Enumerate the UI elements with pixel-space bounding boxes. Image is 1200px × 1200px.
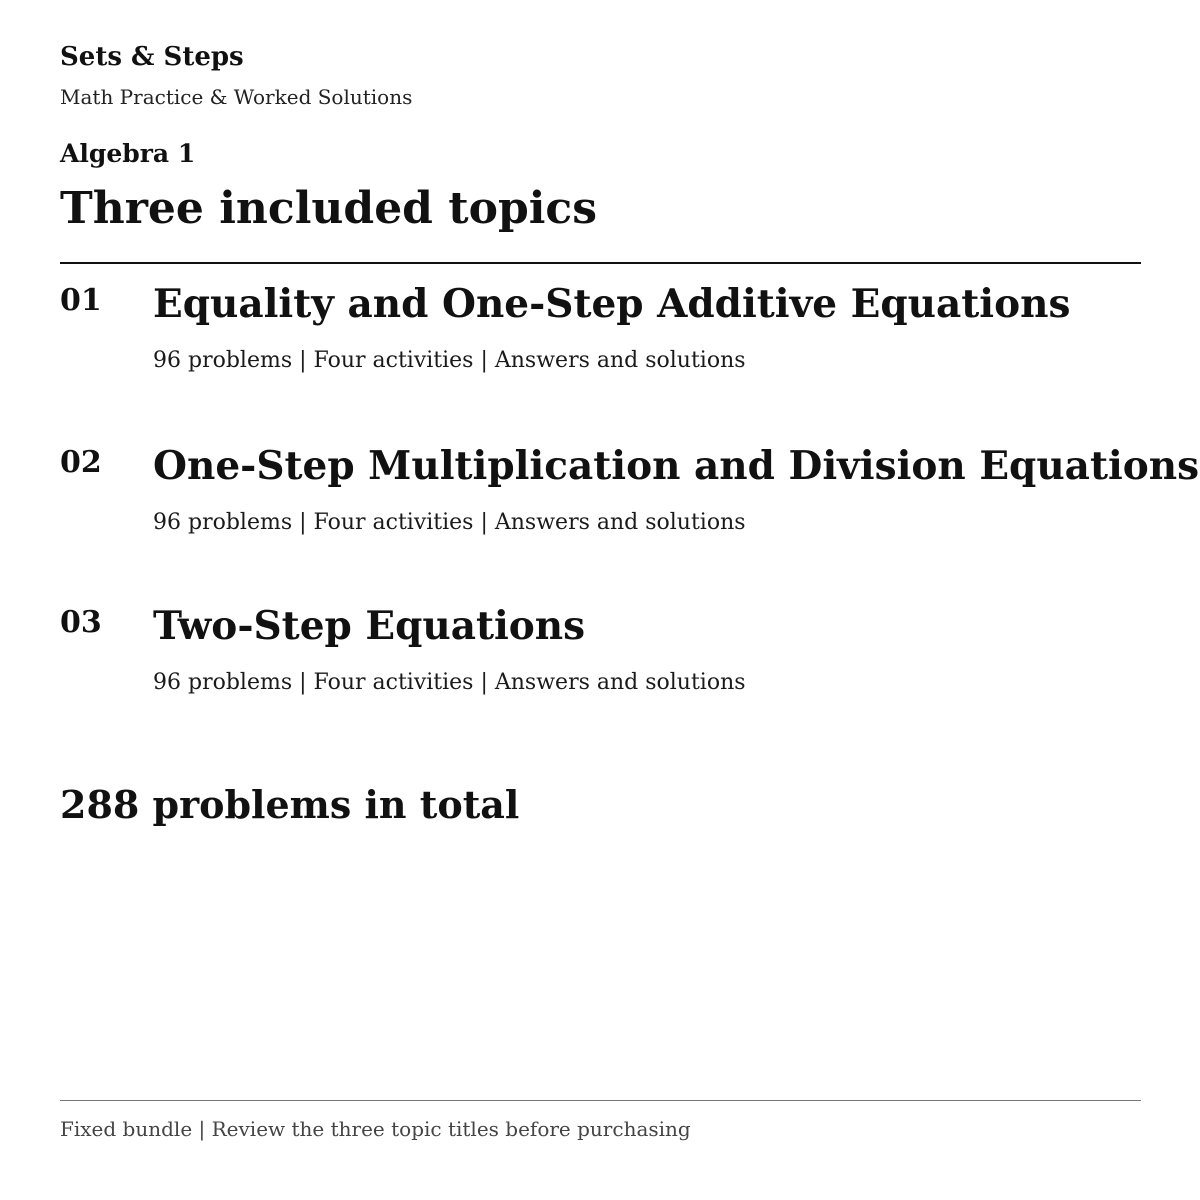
topic-title: One-Step Multiplication and Division Equations bbox=[153, 443, 1200, 489]
topic-item bbox=[60, 280, 1141, 420]
footer-note: Fixed bundle | Review the three topic titles before purchasing bbox=[60, 1117, 691, 1141]
topic-meta: 96 problems | Four activities | Answers and solutions bbox=[153, 670, 746, 695]
brand-name: Sets & Steps bbox=[60, 42, 244, 72]
footer-divider bbox=[60, 1100, 1141, 1101]
problem-total: 288 problems in total bbox=[60, 782, 520, 827]
top-divider bbox=[60, 262, 1141, 264]
topic-meta: 96 problems | Four activities | Answers and solutions bbox=[153, 510, 746, 535]
page-title: Three included topics bbox=[60, 183, 597, 234]
brand-tagline: Math Practice & Worked Solutions bbox=[60, 85, 413, 109]
topic-item bbox=[60, 442, 1200, 582]
course-label: Algebra 1 bbox=[60, 139, 196, 168]
topic-number: 02 bbox=[60, 445, 102, 480]
topic-number: 03 bbox=[60, 605, 102, 640]
topic-meta: 96 problems | Four activities | Answers and solutions bbox=[153, 348, 746, 373]
topic-title: Equality and One-Step Additive Equations bbox=[153, 281, 1071, 327]
topic-title: Two-Step Equations bbox=[153, 603, 586, 649]
topic-number: 01 bbox=[60, 283, 102, 318]
topic-item bbox=[60, 602, 1141, 742]
